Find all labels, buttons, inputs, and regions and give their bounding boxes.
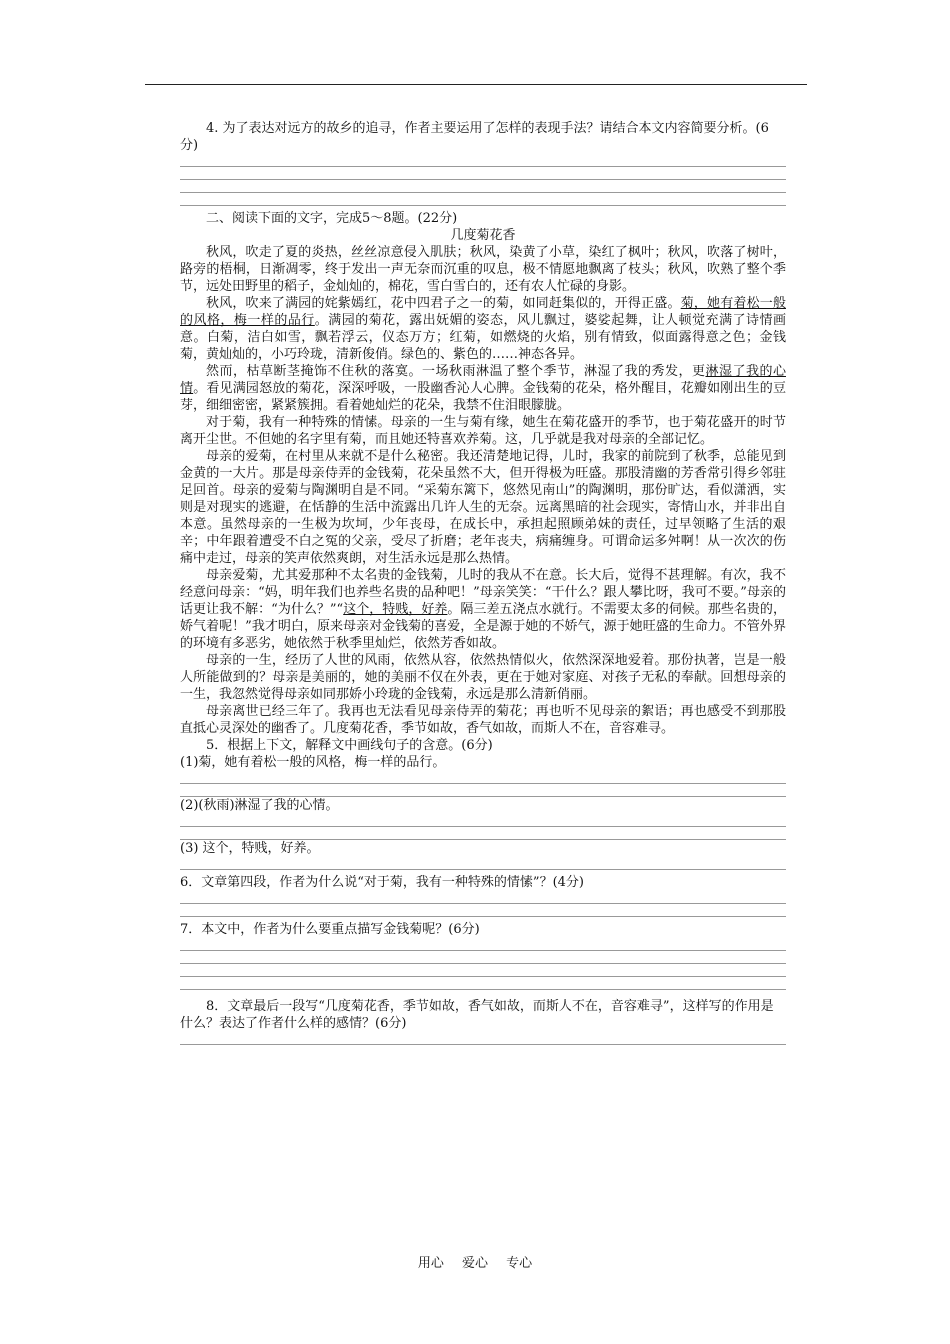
- answer-line: [180, 1032, 786, 1045]
- question-5-1: (1)菊，她有着松一般的风格，梅一样的品行。: [180, 755, 446, 770]
- underlined-sentence-2: 淋湿了我的心情: [180, 364, 786, 396]
- paragraph-4: 对于菊，我有一种特殊的情愫。母亲的一生与菊有缘，她生在菊花盛开的季节，也于菊花盛开的时节离开尘世。不但她的名字里有菊，而且她还特喜欢养菊。这，几乎就是我对母亲的全部记忆。: [180, 415, 786, 447]
- header-rule: [145, 84, 807, 85]
- paragraph-5: 母亲的爱菊，在村里从来就不是什么秘密。我还清楚地记得，儿时，我家的前院到了秋季，总能见到金黄的一大片。那是母亲侍弄的金钱菊，花朵虽然不大，但开得极为旺盛。那股清幽的芳香常引得乡邻驻足回首。母亲的爱菊与陶渊明自是不同。“采菊东篱下，悠然见南山”的陶渊明，那份旷达，看似潇洒，实则是对现实的逃避，在恬静的生活中流露出几许人生的无奈。远离黑暗的社会现实，寄情山水，并非出自本意。虽然母亲的一生极为坎坷，少年丧母，在成长中，承担起照顾弟妹的责任，过早领略了生活的艰辛；中年跟着遭受不白之冤的父亲，受尽了折磨；老年丧夫，病痛缠身。可谓命运多舛啊！从一次次的伤痛中走过，母亲的笑声依然爽朗，对生活永远是那么热情。: [180, 449, 786, 566]
- page-footer: 用心 爱心 专心: [417, 1256, 533, 1271]
- answer-line: [180, 977, 786, 990]
- question-8: 8．文章最后一段写“几度菊花香，季节如故，香气如故，而斯人不在，音容难寻”，这样写的作用是什么？表达了作者什么样的感情？(6分): [180, 999, 774, 1031]
- answer-line: [180, 857, 786, 870]
- article-title: 几度菊花香: [450, 228, 516, 243]
- paragraph-8: 母亲离世已经三年了。我再也无法看见母亲侍弄的菊花；再也听不见母亲的絮语；再也感受不到那股直抵心灵深处的幽香了。几度菊花香，季节如故，香气如故，而斯人不在，音容难寻。: [180, 704, 786, 736]
- answer-line: [180, 891, 786, 904]
- paragraph-3: 然而，枯草断茎掩饰不住秋的落寞。一场秋雨淋温了整个季节，淋湿了我的秀发，更淋湿了我的心情。看见满园怒放的菊花，深深呼吸，一股幽香沁人心脾。金钱菊的花朵，格外醒目，花瓣如刚出生的豆芽，细细密密，紧紧簇拥。看着她灿烂的花朵，我禁不住泪眼朦胧。: [180, 364, 786, 413]
- answer-line: [180, 154, 786, 167]
- question-5-2: (2)(秋雨)淋湿了我的心情。: [180, 798, 339, 813]
- paragraph-2: 秋风，吹来了满园的姹紫嫣红，花中四君子之一的菊，如同赶集似的，开得正盛。菊，她有着松一般的风格，梅一样的品行。满园的菊花，露出妩媚的姿态，风儿飘过，婆娑起舞，让人顿觉充满了诗情画意。白菊，洁白如雪，飘若浮云，仪态万方；红菊，如燃烧的火焰，别有情致，似面露得意之色；金钱菊，黄灿灿的，小巧玲珑，清新俊俏。绿色的、紫色的……神态各异。: [180, 296, 786, 362]
- exam-page: [180, 120, 786, 1045]
- answer-line: [180, 180, 786, 193]
- answer-line: [180, 964, 786, 977]
- paragraph-7: 母亲的一生，经历了人世的风雨，依然从容，依然热情似火，依然深深地爱着。那份执著，岂是一般人所能做到的？母亲是美丽的，她的美丽不仅在外表，更在于她对家庭、对孩子无私的奉献。回想母亲的一生，我忽然觉得母亲如同那娇小玲珑的金钱菊，永远是那么清新俏丽。: [180, 653, 786, 702]
- section-2-heading: 二、阅读下面的文字，完成5～8题。(22分): [206, 211, 458, 226]
- answer-line: [180, 951, 786, 964]
- question-7: 7．本文中，作者为什么要重点描写金钱菊呢？(6分): [180, 922, 480, 937]
- answer-line: [180, 771, 786, 784]
- paragraph-1: 秋风，吹走了夏的炎热，丝丝凉意侵入肌肤；秋风，染黄了小草，染红了枫叶；秋风，吹落了树叶，路旁的梧桐，日渐凋零，终于发出一声无奈而沉重的叹息，极不情愿地飘离了枝头；秋风，吹熟了整个季节，远处田野里的稻子，金灿灿的，棉花，雪白雪白的，还有农人忙碌的身影。: [180, 245, 786, 294]
- answer-line: [180, 814, 786, 827]
- question-5: 5．根据上下文，解释文中画线句子的含意。(6分): [206, 738, 493, 753]
- question-6: 6．文章第四段，作者为什么说“对于菊，我有一种特殊的情愫”？(4分): [180, 875, 584, 890]
- question-5-3: (3) 这个，特贱，好养。: [180, 841, 320, 856]
- answer-line: [180, 904, 786, 917]
- paragraph-6: 母亲爱菊，尤其爱那种不太名贵的金钱菊，儿时的我从不在意。长大后，觉得不甚理解。有次，我不经意问母亲：“妈，明年我们也养些名贵的品种吧！”母亲笑笑：“干什么？跟人攀比呀，我可不要。”母亲的话更让我不解：“为什么？”“这个，特贱，好养。隔三差五浇点水就行。不需要太多的伺候。那些名贵的，娇气着呢！”我才明白，原来母亲对金钱菊的喜爱，全是源于她的不娇气，源于她旺盛的生命力。不管外界的环境有多恶劣，她依然于秋季里灿烂，依然芳香如故。: [180, 568, 786, 651]
- answer-line: [180, 193, 786, 206]
- answer-line: [180, 938, 786, 951]
- answer-line: [180, 784, 786, 797]
- underlined-sentence-1: 菊，她有着松一般的风格，梅一样的品行: [180, 296, 786, 328]
- answer-line: [180, 827, 786, 840]
- underlined-sentence-3: 这个，特贱，好养: [343, 602, 448, 617]
- answer-line: [180, 167, 786, 180]
- question-4: 4. 为了表达对远方的故乡的追寻，作者主要运用了怎样的表现手法？请结合本文内容简要分析。(6分): [180, 121, 769, 153]
